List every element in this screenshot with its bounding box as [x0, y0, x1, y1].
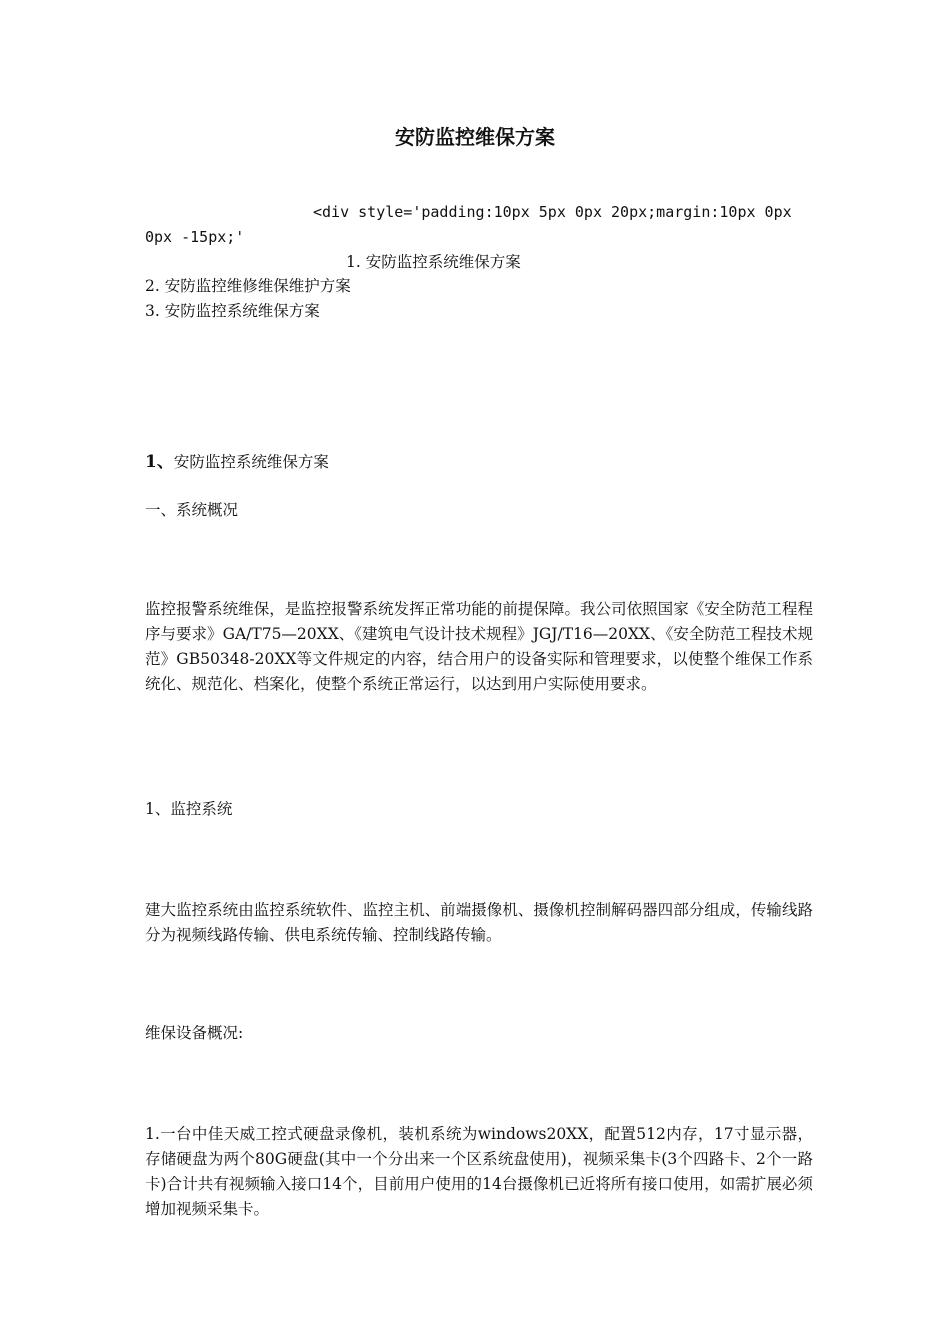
- toc-item-1[interactable]: 1. 安防监控系统维保方案: [346, 253, 521, 271]
- equipment-paragraph: 1.一台中佳天威工控式硬盘录像机，装机系统为windows20XX，配置512内存，17寸显示器，存储硬盘为两个80G硬盘(其中一个分出来一个区系统盘使用)，视频采集卡(3个四路卡、2个一路卡)合计共有视频输入接口14个，目前用户使用的14台摄像机已近将所有接口使用，如需扩展必须增加视频采集卡。: [145, 1125, 813, 1218]
- code-line-1: <div style='padding:10px 5px 0px 20px;margin:10px 0px: [313, 203, 792, 221]
- section-title: 安防监控系统维保方案: [173, 453, 329, 471]
- overview-heading: 一、系统概况: [145, 501, 239, 519]
- toc-item-3[interactable]: 3. 安防监控系统维保方案: [145, 302, 320, 320]
- overview-paragraph: 监控报警系统维保，是监控报警系统发挥正常功能的前提保障。我公司依照国家《安全防范工程程序与要求》GA/T75—20XX、《建筑电气设计技术规程》JGJ/T16—20XX、《安全防范工程技术规范》GB50348-20XX等文件规定的内容，结合用户的设备实际和管理要求，以使整个维保工作系统化、规范化、档案化，使整个系统正常运行，以达到用户实际使用要求。: [145, 600, 813, 693]
- document-title: 安防监控维保方案: [395, 125, 555, 149]
- equipment-heading: 维保设备概况:: [145, 1024, 244, 1042]
- code-line-2: 0px -15px;': [145, 228, 245, 246]
- toc-item-2[interactable]: 2. 安防监控维修维保维护方案: [145, 277, 351, 295]
- section-heading: [145, 450, 329, 474]
- section-number: 1、: [145, 452, 174, 472]
- monitor-heading: 1、监控系统: [145, 800, 233, 818]
- monitor-paragraph: 建大监控系统由监控系统软件、监控主机、前端摄像机、摄像机控制解码器四部分组成，传输线路分为视频线路传输、供电系统传输、控制线路传输。: [145, 901, 813, 944]
